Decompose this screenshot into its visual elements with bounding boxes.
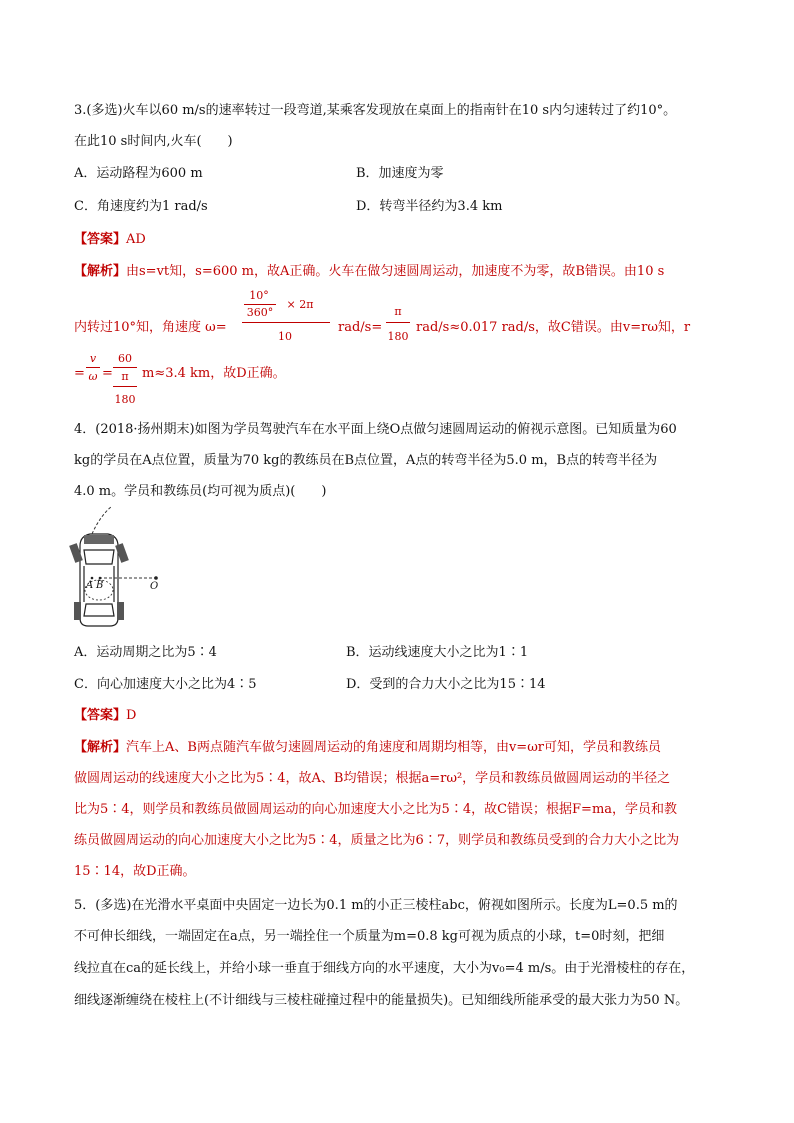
q4-option-c: C．向心加速度大小之比为4∶5 bbox=[74, 677, 257, 692]
rear-left-wheel bbox=[74, 602, 81, 620]
q4-analysis-label: 【解析】 bbox=[74, 740, 127, 755]
point-a bbox=[91, 577, 94, 580]
q4-option-a: A．运动周期之比为5∶4 bbox=[74, 645, 217, 660]
q3-analysis-line-2a: 内转过10°知，角速度 ω= bbox=[74, 320, 227, 335]
q3-analysis-line-3a: = bbox=[74, 366, 85, 381]
q3-frac3-num: v bbox=[89, 352, 97, 365]
q5-stem-line-3: 线拉直在ca的延长线上，并给小球一垂直于细线方向的水平速度，大小为v₀=4 m/s。由于光滑棱柱的存在， bbox=[74, 961, 695, 976]
figure-label-a: A bbox=[86, 580, 94, 591]
q3-frac3-bar bbox=[86, 367, 100, 368]
q3-frac4-den-num: π bbox=[121, 370, 129, 383]
rear-right-wheel bbox=[117, 602, 124, 620]
q4-analysis-line-4: 练员做圆周运动的向心加速度大小之比为5∶4，质量之比为6∶7，则学员和教练员受到的合力大小之比为 bbox=[74, 833, 680, 848]
q3-frac3-den: ω bbox=[88, 370, 98, 383]
q4-analysis-line-3: 比为5∶4，则学员和教练员做圆周运动的向心加速度大小之比为5∶4，故C错误；根据F=ma，学员和教 bbox=[74, 802, 678, 817]
q4-option-b: B．运动线速度大小之比为1∶1 bbox=[346, 645, 529, 660]
q3-answer bbox=[74, 230, 146, 250]
front-right-wheel bbox=[115, 543, 129, 563]
q3-option-b: B．加速度为零 bbox=[356, 166, 444, 181]
q3-stem-line-1: 3.(多选)火车以60 m/s的速率转过一段弯道,某乘客发现放在桌面上的指南针在10 s内匀速转过了约10°。 bbox=[74, 103, 677, 118]
q3-analysis-line-2c: rad/s≈0.017 rad/s，故C错误。由v=rω知，r bbox=[416, 320, 691, 335]
q3-answer-value: AD bbox=[126, 232, 146, 247]
q3-frac1-den: 10 bbox=[278, 330, 292, 343]
q4-analysis-line-5: 15∶14，故D正确。 bbox=[74, 864, 196, 879]
q3-frac4-num: 60 bbox=[118, 352, 132, 365]
q5-stem-line-2: 不可伸长细线，一端固定在a点，另一端拴住一个质量为m=0.8 kg可视为质点的小球，t=0时刻，把细 bbox=[74, 929, 665, 944]
q4-analysis-text-1: 汽车上A、B两点随汽车做匀速圆周运动的角速度和周期均相等，由v=ωr可知，学员和教练员 bbox=[126, 740, 662, 755]
front-left-wheel bbox=[69, 543, 83, 563]
q3-frac1-times: × 2π bbox=[286, 298, 314, 311]
q3-stem-line-2: 在此10 s时间内,火车( ) bbox=[74, 134, 233, 149]
q4-analysis-line-2: 做圆周运动的线速度大小之比为5∶4，故A、B均错误；根据a=rω²，学员和教练员做圆周运动的半径之 bbox=[74, 771, 671, 786]
q4-option-d: D．受到的合力大小之比为15∶14 bbox=[346, 677, 546, 692]
q4-analysis-line-1 bbox=[74, 738, 661, 758]
q4-stem-line-1: 4．(2018·扬州期末)如图为学员驾驶汽车在水平面上绕O点做匀速圆周运动的俯视示意图。已知质量为60 bbox=[74, 422, 677, 437]
q4-stem-line-2: kg的学员在A点位置，质量为70 kg的教练员在B点位置，A点的转弯半径为5.0 m，B点的转弯半径为 bbox=[74, 453, 658, 468]
q3-frac4-den-bar bbox=[113, 386, 137, 387]
q5-stem-line-1: 5．(多选)在光滑水平桌面中央固定一边长为0.1 m的小正三棱柱abc，俯视如图所示。长度为L=0.5 m的 bbox=[74, 898, 678, 913]
q3-frac1-inner-bar bbox=[244, 304, 276, 305]
q3-frac1-inner-den: 360° bbox=[246, 306, 274, 319]
car-diagram bbox=[64, 506, 174, 632]
q3-analysis-label: 【解析】 bbox=[74, 264, 127, 279]
q4-answer-value: D bbox=[126, 708, 137, 723]
figure-label-b: B bbox=[96, 580, 104, 591]
center-point bbox=[154, 576, 158, 580]
q4-answer-label: 【答案】 bbox=[74, 708, 127, 723]
q3-option-c: C．角速度约为1 rad/s bbox=[74, 199, 208, 214]
q3-frac4-bar bbox=[113, 367, 137, 368]
q3-analysis-line-3c: m≈3.4 km，故D正确。 bbox=[142, 366, 286, 381]
q4-answer bbox=[74, 706, 136, 726]
q4-stem-line-3: 4.0 m。学员和教练员(均可视为质点)( ) bbox=[74, 484, 327, 499]
q3-answer-label: 【答案】 bbox=[74, 232, 127, 247]
q3-frac1-inner-num: 10° bbox=[249, 289, 269, 302]
point-b bbox=[99, 577, 102, 580]
q3-analysis-text-1: 由s=vt知，s=600 m，故A正确。火车在做匀速圆周运动，加速度不为零，故B错误。由10 s bbox=[126, 264, 665, 279]
q3-frac2-den: 180 bbox=[387, 330, 409, 343]
q5-stem-line-4: 细线逐渐缠绕在棱柱上(不计细线与三棱柱碰撞过程中的能量损失)。已知细线所能承受的最大张力为50 N。 bbox=[74, 993, 689, 1008]
figure-label-o: O bbox=[150, 581, 159, 592]
q3-frac2-num: π bbox=[394, 305, 402, 318]
steering-wheel bbox=[84, 535, 114, 544]
q3-frac2-bar bbox=[386, 322, 410, 323]
q3-analysis-line-3b: = bbox=[102, 366, 113, 381]
q3-option-a: A．运动路程为600 m bbox=[74, 166, 203, 181]
q3-analysis-line-2b: rad/s= bbox=[338, 320, 383, 335]
turn-path bbox=[92, 506, 112, 534]
q3-analysis-line-1 bbox=[74, 262, 664, 282]
q3-option-d: D．转弯半径约为3.4 km bbox=[356, 199, 503, 214]
q3-frac1-bar bbox=[242, 322, 330, 323]
q3-frac4-den-den: 180 bbox=[114, 393, 136, 406]
